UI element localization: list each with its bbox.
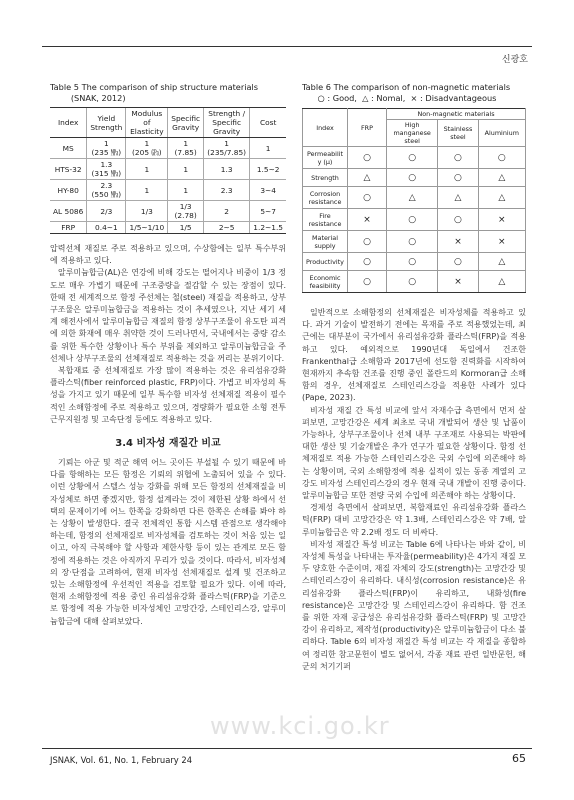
table6-header-cell: FRP [348, 109, 387, 147]
table6-cell: ○ [387, 169, 438, 187]
right-paragraph-1: 일반적으로 소해함정의 선체재질은 비자성체를 적용하고 있다. 과거 기술이 발전하기 전에는 목재를 주로 적용했었는데, 최근에는 대부분이 국가에서 유리섬유강화 플라스틱(FRP)을 적용하고 있다. 예외적으로 1990년대 독일에서 건조한 Frankenthal급 소해함과 2017년에 선도함 진력화를 시작하여 현재까지 추속함 건조를 진행 중인 폴란드의 Kormoran급 소해함의 경우, 선체재질로 스테인리스강을 적용한 사례가 있다 (Pape, 2023). [302, 308, 526, 403]
right-column [302, 82, 526, 673]
table-row [303, 169, 526, 187]
watermark: www.kci.go.kr [210, 712, 390, 740]
table6-cell: ○ [348, 187, 387, 209]
table6-cell: ○ [387, 253, 438, 271]
table5-header-cell: Specific Gravity [168, 108, 204, 138]
table5-cell: 2.3 (550 ㎫) [87, 180, 126, 201]
table6-cell: × [438, 231, 478, 253]
table5-cell: HY-80 [50, 180, 87, 201]
table5-cell: 1 (235 ㎫) [87, 138, 126, 159]
table5-cell: 5~7 [250, 201, 286, 222]
table6-cell: △ [478, 187, 525, 209]
left-paragraph-2: 알루미늄합금(AL)은 연강에 비해 강도는 떨어지나 비중이 1/3 정도로 매우 가볍기 때문에 구조중량을 절감할 수 있는 장점이 있다. 한때 전 세계적으로 함정 주선체는 철(steel) 재질을 적용하고, 상부구조물은 알루미늄합금을 적용하는 것이 추세였으나, 지난 세기 세계 해전사에서 알루미늄합금 재질의 함정 상부구조물이 유도탄 피격에 의한 화재에 매우 취약한 것이 드러나면서, 국내에서는 중량 감소를 위한 특수한 상황이나 특수 부위를 제외하고 알루미늄합금을 주선체나 상부구조물의 선체재질로 적용하는 것을 꺼리는 분위기이다. [50, 268, 286, 363]
table5-cell: 1 [126, 180, 168, 201]
table5-cell: 1.5~2 [250, 159, 286, 180]
table6-header-cell: Stainless steel [438, 120, 478, 147]
table5-header-cell: Yield Strength [87, 108, 126, 138]
left-column [50, 82, 286, 628]
table5-cell: 1.3 [204, 159, 250, 180]
table6 [302, 108, 526, 293]
table6-row-label: Corrosion resistance [303, 187, 348, 209]
table6-row-label: Fire resistance [303, 209, 348, 231]
table5-cell: 1 [168, 180, 204, 201]
section-title: 3.4 비자성 재질간 비교 [115, 438, 221, 450]
left-paragraph-4: 기뢰는 아군 및 적군 해역 어느 곳이든 부설될 수 있기 때문에 바다를 항해하는 모든 함정은 기뢰의 위협에 노출되어 있을 수 있다. 이런 상황에서 스텔스 성능 강화를 위해 모든 함정의 선체재질을 비자성체로 하면 좋겠지만, 함정 설계라는 것이 제한된 상황 하에서 선택의 문제이기에 어느 한쪽을 강화하면 다른 한쪽은 손해를 봐야 하는 상황이 발생한다. 결국 전체적인 통합 시스템 관점으로 생각해야 하는데, 함정의 선체재질로 비자성체를 검토하는 것이 처음 있는 일이고, 아직 극복해야 할 사항과 제한사항 등이 있는 관계로 모든 함정에 적용하는 것은 아직까지 무리가 있을 것이다. 따라서, 비자성체의 장·단점을 고려하여, 현재 비자성 선체재질로 설계 및 건조하고 있는 소해함정에 우선적인 적용을 검토할 필요가 있다. 이에 따라, 현재 소해함정에 적용 중인 유리섬유강화 플라스틱(FRP)을 기준으로 함정에 적용 가능한 비자성체인 고망간강, 스테인리스강, 알루미늄합금에 대해 살펴보았다. [50, 458, 286, 626]
table5-cell: 1 (7.85) [168, 138, 204, 159]
table6-cell: × [478, 231, 525, 253]
table6-cell: ○ [348, 231, 387, 253]
table5-cell: 1/5 [168, 222, 204, 234]
table5-header-cell: Modulus of Elasticity [126, 108, 168, 138]
table6-cell: △ [387, 187, 438, 209]
table6-cell: ○ [348, 253, 387, 271]
table6-row-label: Material supply [303, 231, 348, 253]
table5-cell: FRP [50, 222, 87, 234]
table6-header-cell: Index [303, 109, 348, 147]
table5-cell: 0.4~1 [87, 222, 126, 234]
table5-cell: AL 5086 [50, 201, 87, 222]
table6-cell: ○ [387, 209, 438, 231]
table6-cell: ○ [438, 253, 478, 271]
table5-header-cell: Index [50, 108, 87, 138]
table-row [303, 209, 526, 231]
left-paragraph-3: 복합재료 중 선체재질로 가장 많이 적용하는 것은 유리섬유강화 플라스틱(fiber reinforced plastic, FRP)이다. 가볍고 비자성의 특성을 가지고 있기 때문에 일부 특수함 비자성 선체재질 적용이 필수적인 소해함정에 주로 적용하고 있으며, 경량화가 필요한 소형 전투근무지원정 및 고속단정 등에도 적용하고 있다. [50, 366, 286, 424]
page-number: 65 [512, 752, 526, 765]
table6-cell: △ [478, 253, 525, 271]
table5-cell: HTS-32 [50, 159, 87, 180]
table6-cell: ○ [387, 271, 438, 293]
table-row [303, 147, 526, 169]
table6-cell: ○ [438, 209, 478, 231]
table5-cell: 2 [204, 201, 250, 222]
table6-cell: △ [478, 169, 525, 187]
table5-cell: 1 [250, 138, 286, 159]
table6-cell: ○ [387, 147, 438, 169]
table-row [50, 180, 286, 201]
table-row [303, 231, 526, 253]
table6-cell: × [478, 209, 525, 231]
table5-cell: 2~5 [204, 222, 250, 234]
table6-header-row [303, 109, 526, 120]
table-row [303, 253, 526, 271]
table6-cell: △ [478, 271, 525, 293]
table6-row-label: Economic feasibility [303, 271, 348, 293]
table5-caption: Table 5 The comparison of ship structure materials (SNAK, 2012) [50, 82, 259, 103]
table6-cell: △ [348, 169, 387, 187]
running-author: 신광호 [501, 55, 528, 65]
table6-cell: △ [438, 187, 478, 209]
table-row [50, 222, 286, 234]
right-paragraph-2: 비자성 재질 간 특성 비교에 앞서 자재수급 측면에서 먼저 살펴보면, 고망간강은 세계 최초로 국내 개발되어 생산 및 납품이 가능하나, 상부구조물이나 선체 내부 구조재로 사용되는 박판에 대한 생산 및 기술개발은 추가 연구가 필요한 상황이다. 함정 선체재질로 적용 가능한 스테인리스강은 국외 수입에 의존해야 하는 상황이며, 국외 소해함정에 적용 실적이 있는 동종 계열의 고강도 비자성 스테인리스강의 경우 현재 국내 개발이 진행 중이다. 알루미늄합금 또한 전량 국외 수입에 의존해야 하는 상황이다. [302, 405, 526, 501]
table5-cell: 1/3 (2.78) [168, 201, 204, 222]
table6-header-cell: Aluminium [478, 120, 525, 147]
table5-cell: 2.3 [204, 180, 250, 201]
left-paragraph-1: 압력선체 재질로 주로 적용하고 있으며, 수상함에는 일부 특수부위에 적용하고 있다. [50, 244, 286, 266]
table6-cell: ○ [438, 147, 478, 169]
table5-cell: 3~4 [250, 180, 286, 201]
table5-header-cell: Strength / Specific Gravity [204, 108, 250, 138]
table6-header-cell: High manganese steel [387, 120, 438, 147]
table5-cell: 1.2~1.5 [250, 222, 286, 234]
right-paragraph-4: 비자성 재질간 특성 비교는 Table 6에 나타나는 바와 같이, 비자성체 특성을 나타내는 투자율(permeability)은 4가지 재질 모두 양호한 수준이며, 재질 자체의 강도(strength)는 고망간강 및 스테인리스강이 유리하다. 내식성(corrosion resistance)은 유리섬유강화 플라스틱(FRP)이 유리하고, 내화성(fire resistance)은 고망간강 및 스테인리스강이 유리하다. 함 건조를 위한 자재 공급성은 유리섬유강화 플라스틱(FRP) 및 고망간강이 유리하고, 제작성(productivity)은 알루미늄합금이 다소 불리하다. Table 6의 비자성 재질간 특성 비교는 각 재질을 종합하여 정리한 참고문헌이 별도 없어서, 각종 재료 관련 일반문헌, 해군의 처기기퍼 [302, 539, 526, 671]
table5-cell: 1 (205 ㎬) [126, 138, 168, 159]
table6-group-header: Non-magnetic materials [387, 109, 526, 120]
footer-rule [42, 748, 532, 749]
table6-row-label: Productivity [303, 253, 348, 271]
table-row [50, 138, 286, 159]
journal-citation: JSNAK, Vol. 61, No. 1, February 24 [50, 755, 193, 765]
header-rule [42, 46, 532, 47]
table5-cell: 1 [168, 159, 204, 180]
right-paragraph-3: 경제성 측면에서 살펴보면, 복합재료인 유리섬유강화 플라스틱(FRP) 대비 고망간강은 약 1.3배, 스테인리스강은 약 7배, 알루미늄합금은 약 2.2배 정도 더 비싸다. [302, 503, 526, 537]
table-row [303, 187, 526, 209]
table5-cell: 1 (235/7.85) [204, 138, 250, 159]
table5-cell: 1.3 (315 ㎫) [87, 159, 126, 180]
table5-cell: 1/3 [126, 201, 168, 222]
table5-cell: 1 [126, 159, 168, 180]
table-row [50, 201, 286, 222]
table6-cell: ○ [387, 231, 438, 253]
table5-header-cell: Cost [250, 108, 286, 138]
table5-cell: 2/3 [87, 201, 126, 222]
table5-cell: 1/5~1/10 [126, 222, 168, 234]
table6-cell: × [348, 209, 387, 231]
table6-caption: Table 6 The comparison of non-magnetic materials ○ : Good, △ : Nomal, × : Disadvantageous [302, 82, 511, 103]
table5 [50, 107, 286, 234]
table6-cell: ○ [438, 169, 478, 187]
table6-row-label: Permeabilit y (μ) [303, 147, 348, 169]
table6-cell: ○ [348, 147, 387, 169]
table6-cell: ○ [478, 147, 525, 169]
table6-cell: ○ [348, 271, 387, 293]
table-row [303, 271, 526, 293]
table-row [50, 159, 286, 180]
table6-row-label: Strength [303, 169, 348, 187]
table5-header-row [50, 108, 286, 138]
table5-cell: MS [50, 138, 87, 159]
table6-cell: × [438, 271, 478, 293]
